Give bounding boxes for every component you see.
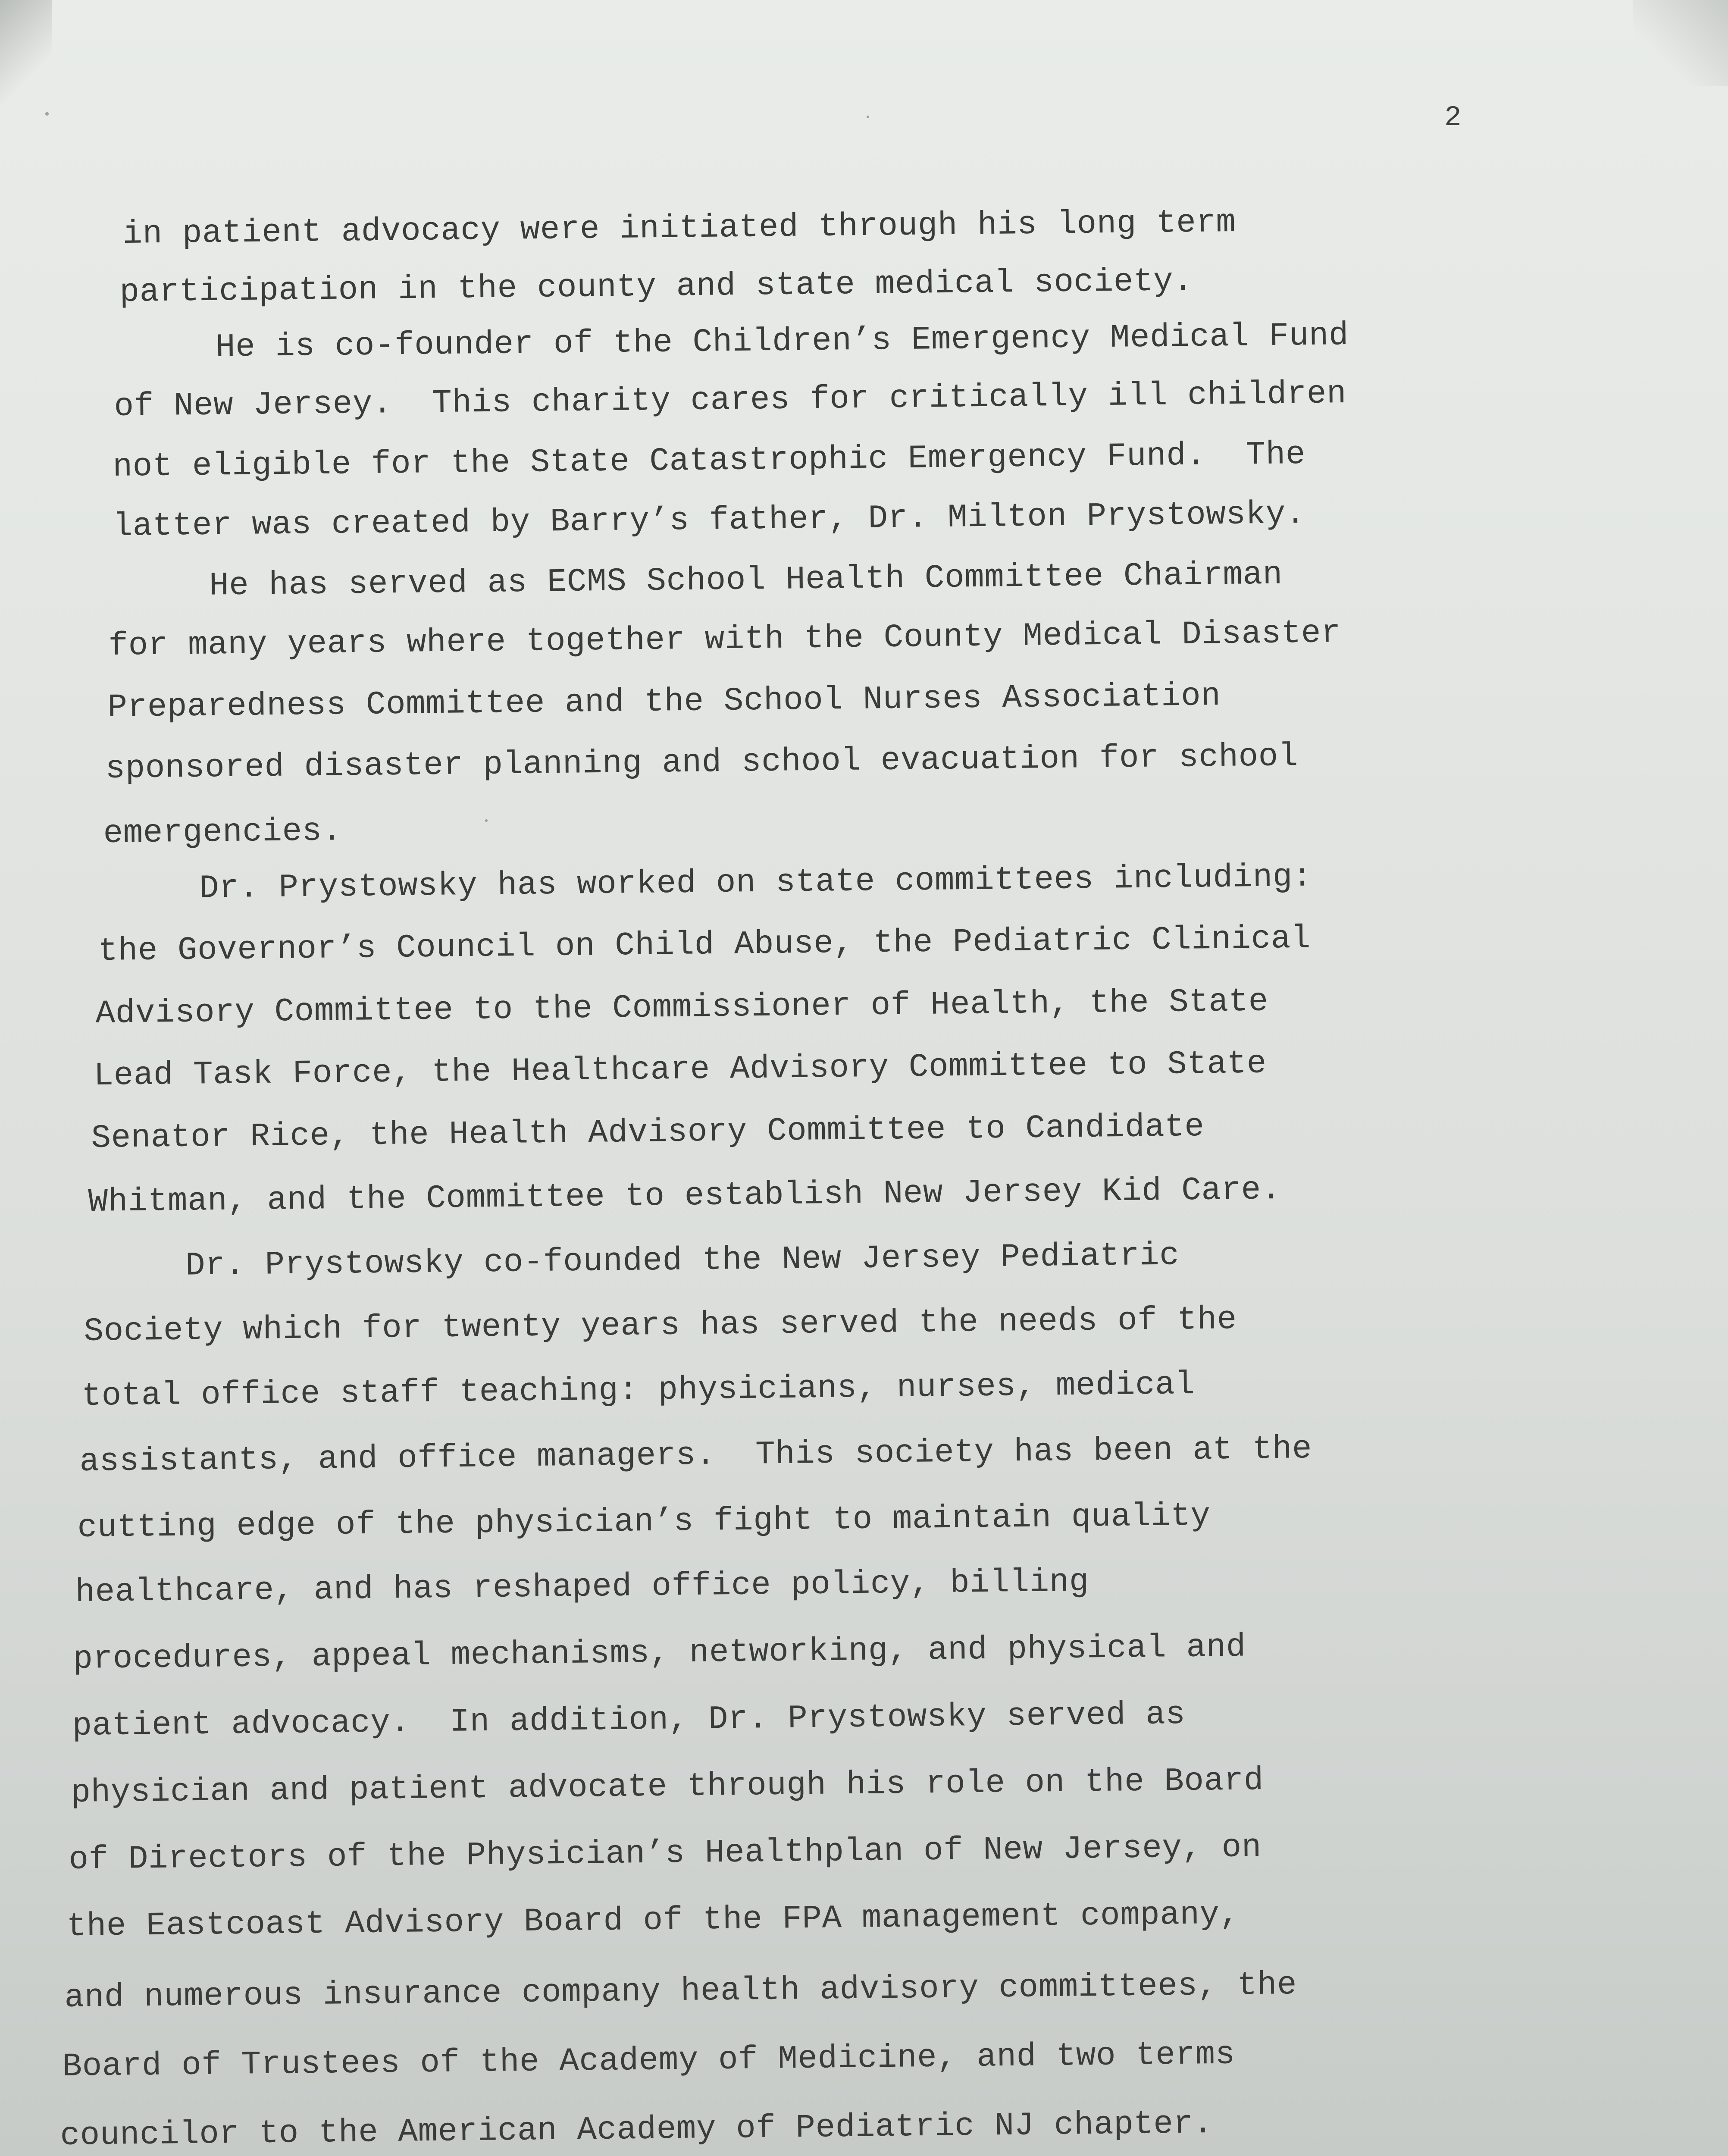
text-line: assistants, and office managers. This society has been at the xyxy=(79,1430,1312,1480)
page-number: 2 xyxy=(1444,101,1462,134)
text-line: for many years where together with the County Medical Disaster xyxy=(108,614,1341,664)
text-line: councilor to the American Academy of Pediatric NJ chapter. xyxy=(60,2105,1214,2154)
text-line: and numerous insurance company health advisory committees, the xyxy=(64,1966,1297,2016)
text-line: Board of Trustees of the Academy of Medicine, and two terms xyxy=(62,2036,1236,2085)
text-line: emergencies. xyxy=(103,812,342,852)
text-line: of New Jersey. This charity cares for critically ill children xyxy=(114,375,1347,425)
text-line: He is co-founder of the Children’s Emergency Medical Fund xyxy=(116,317,1349,367)
text-line: patient advocacy. In addition, Dr. Prystowsky served as xyxy=(72,1695,1186,1745)
text-line: sponsored disaster planning and school evacuation for school xyxy=(105,738,1299,787)
text-line: cutting edge of the physician’s fight to maintain quality xyxy=(77,1497,1211,1546)
text-line: the Eastcoast Advisory Board of the FPA management company, xyxy=(66,1896,1240,1945)
text-line: Advisory Committee to the Commissioner of Health, the State xyxy=(95,983,1269,1032)
text-line: Senator Rice, the Health Advisory Committee to Candidate xyxy=(91,1108,1205,1157)
text-line: Dr. Prystowsky has worked on state committees including: xyxy=(100,858,1313,908)
text-line: healthcare, and has reshaped office policy, billing xyxy=(75,1563,1089,1611)
text-line: participation in the county and state medical society. xyxy=(119,262,1193,311)
text-line: the Governor’s Council on Child Abuse, the Pediatric Clinical xyxy=(98,920,1311,970)
text-line: procedures, appeal mechanisms, networking, and physical and xyxy=(73,1628,1246,1678)
text-line: physician and patient advocate through his role on the Board xyxy=(71,1762,1264,1811)
text-line: Lead Task Force, the Healthcare Advisory Committee to State xyxy=(94,1045,1267,1094)
text-line: latter was created by Barry’s father, Dr. Milton Prystowsky. xyxy=(113,495,1306,545)
text-line: Dr. Prystowsky co-founded the New Jersey Pediatric xyxy=(86,1237,1180,1285)
text-line: Preparedness Committee and the School Nurses Association xyxy=(107,677,1221,726)
text-line: Society which for twenty years has served the needs of the xyxy=(84,1301,1237,1350)
text-line: total office staff teaching: physicians, nurses, medical xyxy=(81,1366,1195,1415)
text-line: Whitman, and the Committee to establish New Jersey Kid Care. xyxy=(88,1171,1281,1221)
text-line: of Directors of the Physician’s Healthplan of New Jersey, on xyxy=(69,1829,1262,1878)
text-line: not eligible for the State Catastrophic Emergency Fund. The xyxy=(113,436,1306,486)
text-line: in patient advocacy were initiated through his long term xyxy=(122,204,1236,253)
text-line: He has served as ECMS School Health Committee Chairman xyxy=(110,556,1283,605)
